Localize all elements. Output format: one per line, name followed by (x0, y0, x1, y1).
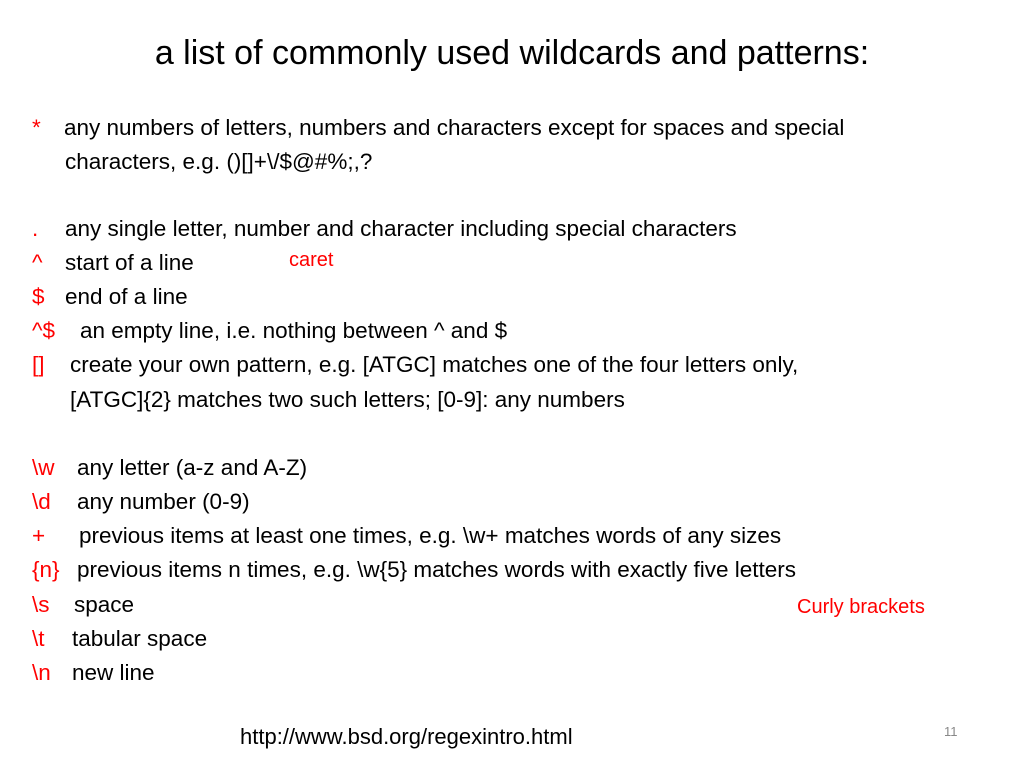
item-description: an empty line, i.e. nothing between ^ and $ (80, 318, 508, 343)
item-description: previous items at least one times, e.g. \w+ matches words of any sizes (79, 523, 782, 548)
item-description: previous items n times, e.g. \w{5} matches words with exactly five letters (77, 557, 797, 582)
list-item (32, 350, 798, 380)
curly-brackets-annotation: Curly brackets (797, 596, 925, 618)
list-item (32, 555, 796, 585)
source-url: http://www.bsd.org/regexintro.html (240, 724, 573, 749)
list-item (32, 658, 155, 688)
item-description: characters, e.g. ()[]+\/$@#%;,? (65, 149, 373, 174)
list-item (32, 113, 844, 143)
list-item (32, 248, 194, 278)
item-description: create your own pattern, e.g. [ATGC] matches one of the four letters only, (70, 352, 799, 377)
item-description: tabular space (72, 626, 208, 651)
item-symbol: ^$ (32, 318, 56, 343)
item-description: any numbers of letters, numbers and characters except for spaces and special (64, 115, 845, 140)
item-symbol: \w (32, 455, 55, 480)
page-number: 11 (944, 724, 958, 739)
list-item (32, 282, 188, 312)
item-description: any number (0-9) (77, 489, 250, 514)
item-symbol: \n (32, 660, 51, 685)
item-description: start of a line (65, 250, 194, 275)
item-symbol: * (32, 115, 41, 140)
item-symbol: \s (32, 592, 50, 617)
item-symbol: ^ (32, 250, 43, 275)
list-item (32, 453, 307, 483)
item-symbol: \t (32, 626, 45, 651)
slide-title: a list of commonly used wildcards and patterns: (154, 34, 870, 72)
list-item-continuation (70, 385, 625, 415)
list-item (32, 590, 134, 620)
item-symbol: [] (32, 352, 45, 377)
item-symbol: \d (32, 489, 51, 514)
list-item-continuation (65, 147, 372, 177)
item-description: any letter (a-z and A-Z) (77, 455, 308, 480)
list-item (32, 316, 507, 346)
item-symbol: $ (32, 284, 45, 309)
list-item (32, 521, 781, 551)
caret-annotation: caret (289, 249, 334, 271)
list-item (32, 214, 737, 244)
list-item (32, 624, 207, 654)
item-symbol: . (32, 216, 39, 241)
item-description: [ATGC]{2} matches two such letters; [0-9]: any numbers (70, 387, 625, 412)
item-description: any single letter, number and character including special characters (65, 216, 737, 241)
item-description: space (74, 592, 135, 617)
item-symbol: {n} (32, 557, 60, 582)
item-description: end of a line (65, 284, 188, 309)
item-description: new line (72, 660, 155, 685)
item-symbol: + (32, 523, 46, 548)
list-item (32, 487, 250, 517)
